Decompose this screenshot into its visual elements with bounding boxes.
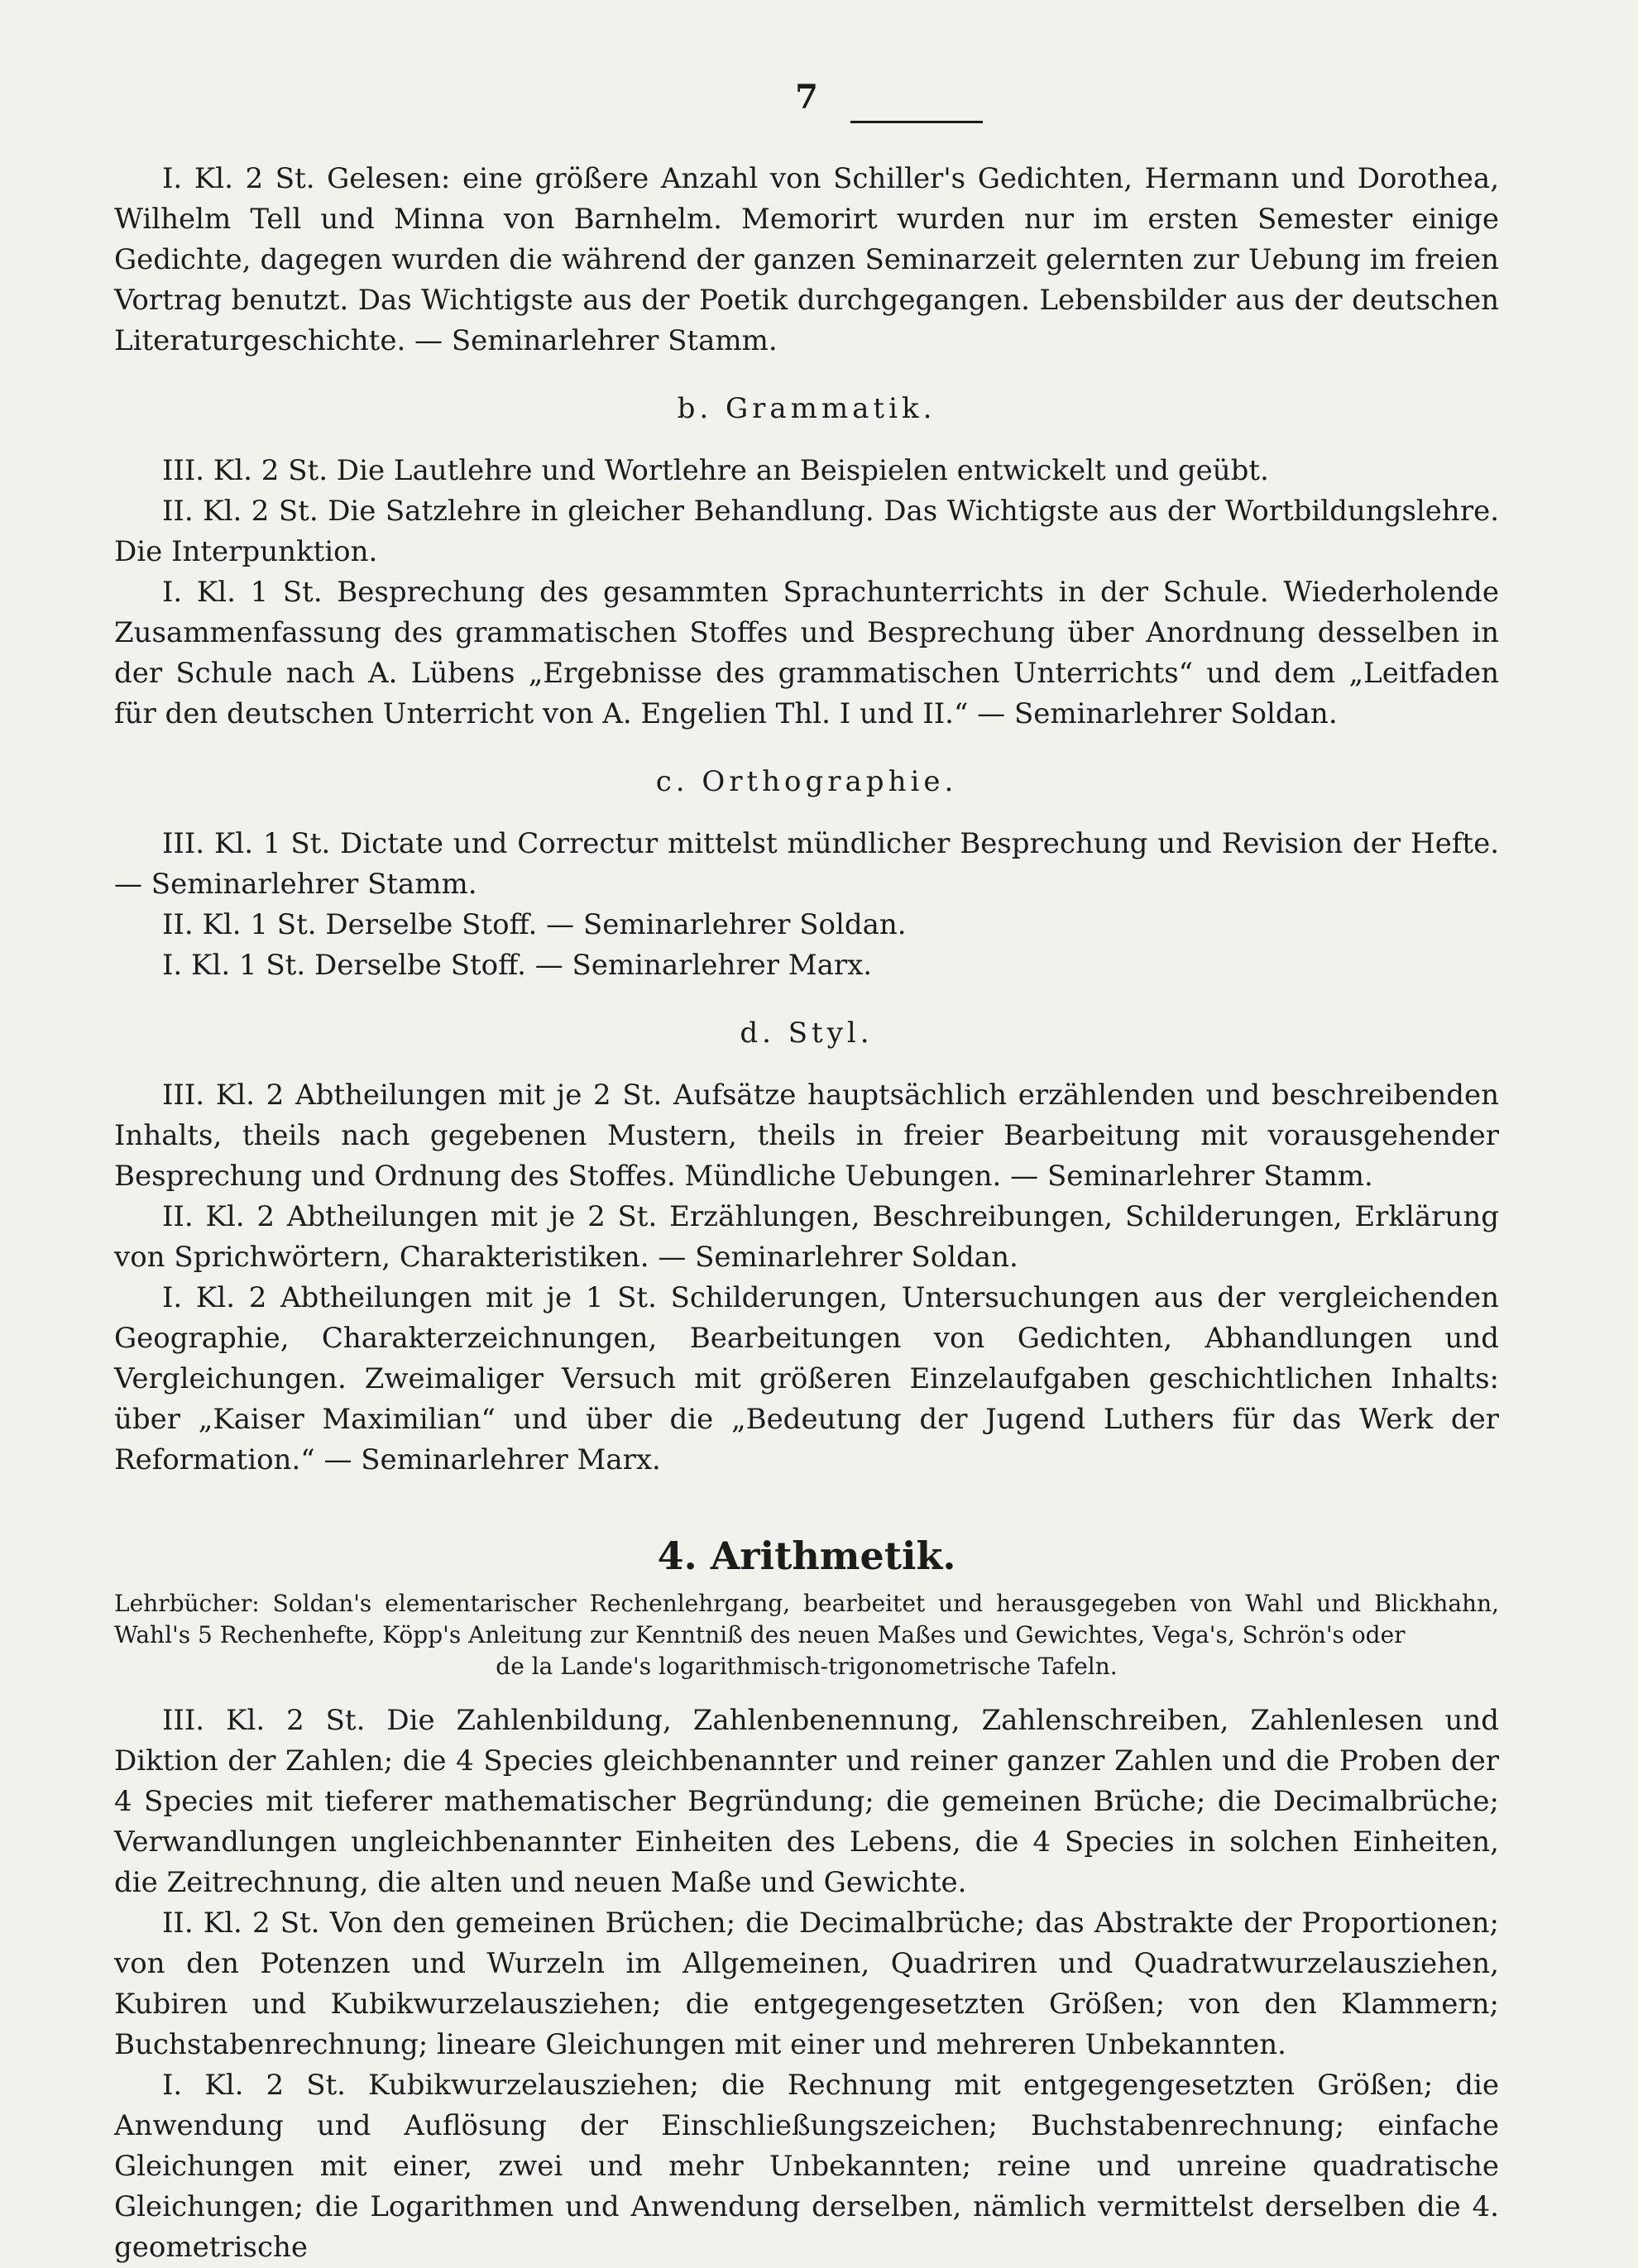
paragraph-orthographie-ii: II. Kl. 1 St. Derselbe Stoff. — Seminarlehrer Soldan. — [162, 908, 907, 941]
paragraph-grammatik-ii: II. Kl. 2 St. Die Satzlehre in gleicher Behandlung. Das Wichtigste aus der Wortbildungslehre. Die Interpunktion. — [114, 495, 1499, 568]
paragraph-grammatik-iii: III. Kl. 2 St. Die Lautlehre und Wortlehre an Beispielen entwickelt und geübt. — [162, 454, 1269, 487]
paragraph-styl-i: I. Kl. 2 Abtheilungen mit je 1 St. Schilderungen, Untersuchungen aus der vergleichenden Geographie, Charakterzeichnungen, Bearbeitungen von Gedichten, Abhandlungen und Vergleichungen. Zweimaliger Versuch mit größeren Einzelaufgaben geschichtlichen Inhalts: über „Kaiser Maximilian“ und über die „Bedeutung der Jugend Luthers für das Werk der Reformation.“ — Seminarlehrer Marx. — [114, 1281, 1499, 1476]
paragraph-arithmetik-i: I. Kl. 2 St. Kubikwurzelausziehen; die Rechnung mit entgegengesetzten Größen; die Anwendung und Auflösung der Einschließungszeichen; Buchstabenrechnung; einfache Gleichungen mit einer, zwei und mehr Unbekannten; reine und unreine quadratische Gleichungen; die Logarithmen und Anwendung derselben, nämlich vermittelst derselben die 4. geometrische — [114, 2069, 1499, 2264]
paragraph-klasse-i-lesen: I. Kl. 2 St. Gelesen: eine größere Anzahl von Schiller's Gedichten, Hermann und Dorothea, Wilhelm Tell und Minna von Barnhelm. Memorirt wurden nur im ersten Semester einige Gedichte, dagegen wurden die während der ganzen Seminarzeit gelernten zur Uebung im freien Vortrag benutzt. Das Wichtigste aus der Poetik durchgegangen. Lebensbilder aus der deutschen Literaturgeschichte. — Seminarlehrer Stamm. — [114, 162, 1499, 357]
heading-grammatik: b. Grammatik. — [677, 392, 936, 425]
paragraph-orthographie-iii: III. Kl. 1 St. Dictate und Correctur mittelst mündlicher Besprechung und Revision der Hefte. — Seminarlehrer Stamm. — [114, 827, 1499, 901]
paragraph-styl-iii: III. Kl. 2 Abtheilungen mit je 2 St. Aufsätze hauptsächlich erzählenden und beschreibenden Inhalts, theils nach gegebenen Mustern, theils in freier Bearbeitung mit vorausgehender Besprechung und Ordnung des Stoffes. Mündliche Uebungen. — Seminarlehrer Stamm. — [114, 1079, 1499, 1193]
textbooks-note — [114, 1588, 1499, 1682]
paragraph-arithmetik-iii: III. Kl. 2 St. Die Zahlenbildung, Zahlenbenennung, Zahlenschreiben, Zahlenlesen und Diktion der Zahlen; die 4 Species gleichbenannter und reiner ganzer Zahlen und die Proben der 4 Species mit tieferer mathematischer Begründung; die gemeinen Brüche; die Decimalbrüche; Verwandlungen ungleichbenannter Einheiten des Lebens, die 4 Species in solchen Einheiten, die Zeitrechnung, die alten und neuen Maße und Gewichte. — [114, 1704, 1499, 1899]
section-title-arithmetik: 4. Arithmetik. — [657, 1534, 956, 1578]
paragraph-styl-ii: II. Kl. 2 Abtheilungen mit je 2 St. Erzählungen, Beschreibungen, Schilderungen, Erklärung von Sprichwörtern, Charakteristiken. — Seminarlehrer Soldan. — [114, 1200, 1499, 1274]
heading-styl: d. Styl. — [740, 1017, 874, 1050]
paragraph-arithmetik-ii: II. Kl. 2 St. Von den gemeinen Brüchen; die Decimalbrüche; das Abstrakte der Proportionen; von den Potenzen und Wurzeln im Allgemeinen, Quadriren und Quadratwurzelausziehen, Kubiren und Kubikwurzelausziehen; die entgegengesetzten Größen; von den Klammern; Buchstabenrechnung; lineare Gleichungen mit einer und mehreren Unbekannten. — [114, 1907, 1499, 2061]
textbooks-text: Lehrbücher: Soldan's elementarischer Rechenlehrgang, bearbeitet und herausgegeben von Wahl und Blickhahn, Wahl's 5 Rechenhefte, Köpp's Anleitung zur Kenntniß des neuen Maßes und Gewichtes, Vega's, Schrön's oder — [114, 1590, 1499, 1648]
page-number: 7 — [114, 73, 1499, 122]
page-number-rule — [850, 121, 983, 123]
heading-orthographie: c. Orthographie. — [655, 765, 958, 798]
paragraph-orthographie-i: I. Kl. 1 St. Derselbe Stoff. — Seminarlehrer Marx. — [162, 949, 873, 982]
textbooks-text-last-line: de la Lande's logarithmisch-trigonometrische Tafeln. — [496, 1653, 1118, 1680]
paragraph-grammatik-i: I. Kl. 1 St. Besprechung des gesammten Sprachunterrichts in der Schule. Wiederholende Zusammenfassung des grammatischen Stoffes und Besprechung über Anordnung desselben in der Schule nach A. Lübens „Ergebnisse des grammatischen Unterrichts“ und dem „Leitfaden für den deutschen Unterricht von A. Engelien Thl. I und II.“ — Seminarlehrer Soldan. — [114, 576, 1499, 730]
